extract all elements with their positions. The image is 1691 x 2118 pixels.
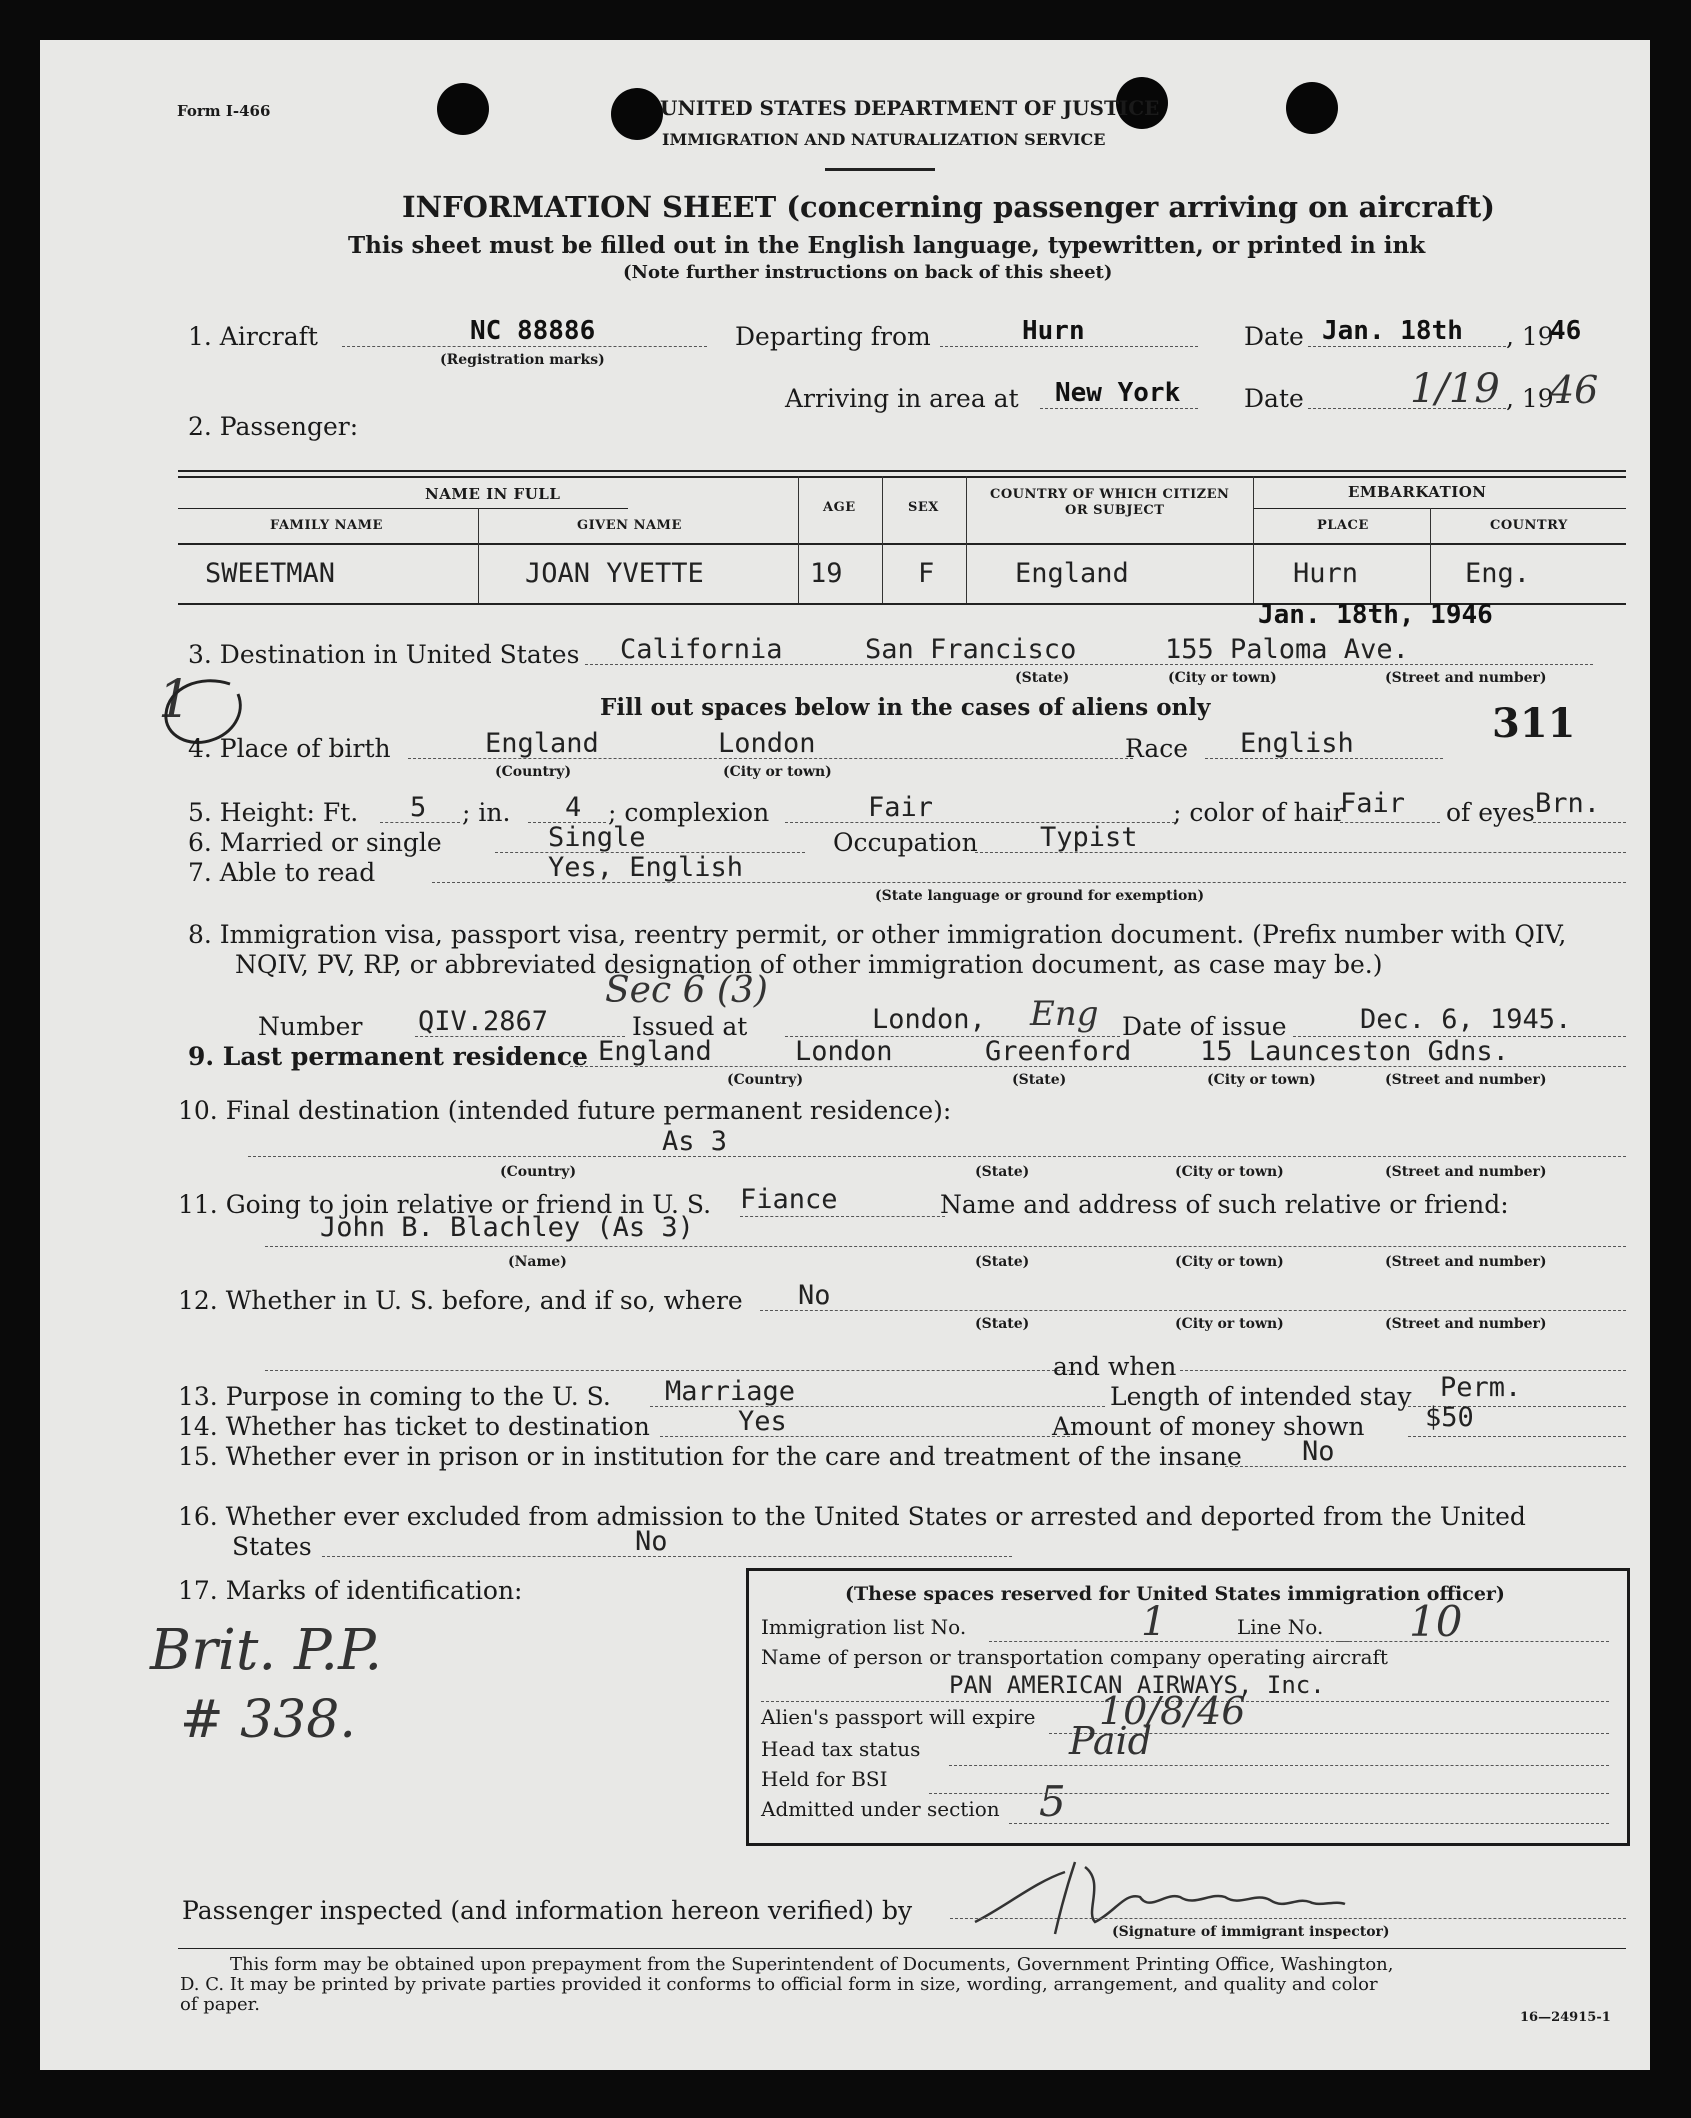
last-residence-city: Greenford: [985, 1036, 1132, 1067]
us-before-caption-city: (City or town): [1175, 1316, 1284, 1332]
last-residence-caption-street: (Street and number): [1385, 1072, 1547, 1088]
punch-hole-icon: [1286, 82, 1338, 134]
join-relative-name: John B. Blachley (As 3): [320, 1212, 694, 1243]
th-embarkation: EMBARKATION: [1348, 483, 1487, 501]
length-of-stay-label: Length of intended stay: [1110, 1382, 1412, 1411]
last-residence-country: England: [598, 1036, 712, 1067]
destination-street: 155 Paloma Ave.: [1165, 634, 1409, 665]
join-relative-caption-city: (City or town): [1175, 1254, 1284, 1270]
marks-handwritten-line2: # 338.: [180, 1690, 356, 1750]
issued-at-handwritten: Eng: [1030, 994, 1099, 1034]
join-relative-label: 11. Going to join relative or friend in U. S.: [178, 1190, 712, 1219]
read-value: Yes, English: [548, 852, 744, 883]
destination-caption-city: (City or town): [1168, 670, 1277, 686]
eyes-label: of eyes: [1446, 798, 1535, 827]
head-tax-value: Paid: [1069, 1719, 1152, 1763]
cell-sex: F: [918, 558, 935, 589]
punch-hole-icon: [437, 83, 489, 135]
cell-country: England: [1015, 558, 1129, 589]
passport-expire-value: 10/8/46: [1099, 1689, 1246, 1733]
arrival-year-value: 46: [1550, 368, 1599, 412]
department-title: UNITED STATES DEPARTMENT OF JUSTICE: [660, 96, 1160, 120]
destination-city: San Francisco: [865, 634, 1077, 665]
footer-line1: This form may be obtained upon prepayment from the Superintendent of Documents, Government Printing Office, Washington,: [230, 1954, 1394, 1975]
last-residence-caption-city: (City or town): [1207, 1072, 1316, 1088]
form-number: Form I-466: [177, 102, 271, 120]
destination-caption-state: (State): [1015, 670, 1070, 686]
final-destination-caption-street: (Street and number): [1385, 1164, 1547, 1180]
document-text-line1: 8. Immigration visa, passport visa, reentry permit, or other immigration document. (Prefix number with QIV,: [188, 920, 1567, 949]
aircraft-value: NC 88886: [470, 316, 596, 346]
last-residence-state: London: [795, 1036, 893, 1067]
departure-date-value: Jan. 18th: [1322, 316, 1463, 346]
purpose-value: Marriage: [665, 1376, 796, 1407]
punch-hole-icon: [611, 88, 663, 140]
final-destination-caption-state: (State): [975, 1164, 1030, 1180]
th-sex: SEX: [908, 500, 939, 515]
birth-country: England: [485, 728, 599, 759]
us-before-value: No: [798, 1280, 831, 1311]
officer-box: [746, 1568, 1630, 1846]
join-relative-value: Fiance: [740, 1184, 838, 1215]
document-text-line2: NQIV, PV, RP, or abbreviated designation of other immigration document, as case may be.): [235, 950, 1383, 979]
issued-at-label: Issued at: [632, 1012, 748, 1041]
document-number-label: Number: [258, 1012, 363, 1041]
birth-city: London: [718, 728, 816, 759]
height-label: 5. Height: Ft.: [188, 798, 359, 827]
th-given-name: GIVEN NAME: [577, 518, 682, 533]
th-place: PLACE: [1317, 518, 1369, 533]
signature-caption: (Signature of immigrant inspector): [1112, 1924, 1390, 1940]
stamp-number: 311: [1492, 700, 1576, 747]
destination-state: California: [620, 634, 783, 665]
th-country-subject: OR SUBJECT: [1065, 503, 1165, 518]
operator-label: Name of person or transportation company operating aircraft: [761, 1645, 1388, 1669]
aliens-only-heading: Fill out spaces below in the cases of aliens only: [600, 694, 1211, 721]
occupation-label: Occupation: [833, 828, 978, 857]
departing-value: Hurn: [1022, 316, 1085, 346]
th-country: COUNTRY: [1490, 518, 1568, 533]
hair-label: ; color of hair: [1173, 798, 1345, 827]
excluded-label-line1: 16. Whether ever excluded from admission to the United States or arrested and deported from the United: [178, 1502, 1526, 1531]
us-before-caption-street: (Street and number): [1385, 1316, 1547, 1332]
line-no-label: Line No.: [1237, 1615, 1324, 1639]
cell-given-name: JOAN YVETTE: [525, 558, 704, 589]
line-no-value: 10: [1409, 1597, 1463, 1646]
th-age: AGE: [823, 500, 856, 515]
occupation-value: Typist: [1040, 822, 1138, 853]
height-ft: 5: [410, 792, 427, 823]
officer-box-title: (These spaces reserved for United States immigration officer): [845, 1583, 1505, 1605]
ticket-label: 14. Whether has ticket to destination: [178, 1412, 650, 1441]
cell-embark-country: Eng.: [1465, 558, 1531, 589]
race-label: Race: [1125, 734, 1189, 763]
complexion-value: Fair: [868, 792, 934, 823]
final-destination-label: 10. Final destination (intended future permanent residence):: [178, 1096, 952, 1125]
date-of-issue-value: Dec. 6, 1945.: [1360, 1004, 1572, 1035]
th-country-citizen: COUNTRY OF WHICH CITIZEN: [990, 487, 1230, 502]
height-in: 4: [565, 792, 582, 823]
destination-caption-street: (Street and number): [1385, 670, 1547, 686]
date-of-issue-label: Date of issue: [1122, 1012, 1287, 1041]
aircraft-label: 1. Aircraft: [188, 322, 318, 351]
document-page: [40, 40, 1650, 2070]
document-handwritten-note: Sec 6 (3): [605, 970, 768, 1011]
length-of-stay-value: Perm.: [1440, 1372, 1522, 1403]
last-residence-caption-state: (State): [1012, 1072, 1067, 1088]
height-in-label: ; in.: [462, 798, 511, 827]
aircraft-caption: (Registration marks): [440, 352, 605, 368]
held-bsi-label: Held for BSI: [761, 1767, 888, 1791]
hair-value: Fair: [1340, 788, 1406, 819]
arrival-year-prefix: , 19: [1506, 384, 1554, 413]
read-caption: (State language or ground for exemption): [875, 888, 1205, 904]
last-residence-street: 15 Launceston Gdns.: [1200, 1036, 1509, 1067]
final-destination-caption-country: (Country): [500, 1164, 577, 1180]
immigration-list-label: Immigration list No.: [761, 1615, 967, 1639]
footer-line2: D. C. It may be printed by private parties provided it conforms to official form in size, wording, arrangement, and quality and color: [180, 1974, 1378, 1995]
instructions-note: (Note further instructions on back of this sheet): [623, 262, 1113, 283]
operator-value: PAN AMERICAN AIRWAYS, Inc.: [949, 1671, 1325, 1699]
service-title: IMMIGRATION AND NATURALIZATION SERVICE: [662, 130, 1106, 149]
final-destination-value: As 3: [662, 1126, 728, 1157]
departing-label: Departing from: [735, 322, 931, 351]
destination-label: 3. Destination in United States: [188, 640, 580, 669]
cell-family-name: SWEETMAN: [205, 558, 336, 589]
money-value: $50: [1425, 1402, 1474, 1433]
passenger-label: 2. Passenger:: [188, 412, 359, 441]
complexion-label: ; complexion: [608, 798, 770, 827]
last-residence-label: 9. Last permanent residence: [188, 1042, 588, 1071]
excluded-label-line2: States: [232, 1532, 312, 1561]
us-before-label: 12. Whether in U. S. before, and if so, where: [178, 1286, 743, 1315]
married-label: 6. Married or single: [188, 828, 442, 857]
immigration-list-value: 1: [1141, 1599, 1167, 1645]
page-title: INFORMATION SHEET (concerning passenger arriving on aircraft): [402, 190, 1496, 224]
footer-line3: of paper.: [180, 1994, 260, 2015]
arriving-value: New York: [1055, 378, 1181, 408]
prison-label: 15. Whether ever in prison or in institution for the care and treatment of the insane: [178, 1442, 1242, 1471]
departure-year-prefix: , 19: [1506, 322, 1554, 351]
married-value: Single: [548, 822, 646, 853]
read-label: 7. Able to read: [188, 858, 376, 887]
typed-date-note: Jan. 18th, 1946: [1258, 600, 1493, 630]
arrival-date-label: Date: [1244, 384, 1304, 413]
and-when-label: and when: [1053, 1352, 1177, 1381]
handwritten-circled-mark: 1: [158, 670, 192, 730]
birth-caption-country: (Country): [495, 764, 572, 780]
marks-label: 17. Marks of identification:: [178, 1576, 523, 1605]
join-relative-caption-name: (Name): [508, 1254, 567, 1270]
departure-date-label: Date: [1244, 322, 1304, 351]
arrival-date-value: 1/19: [1410, 366, 1500, 412]
admitted-section-label: Admitted under section: [761, 1797, 1000, 1821]
final-destination-caption-city: (City or town): [1175, 1164, 1284, 1180]
money-label: Amount of money shown: [1052, 1412, 1365, 1441]
last-residence-caption-country: (Country): [727, 1072, 804, 1088]
ticket-value: Yes: [738, 1406, 787, 1437]
footer-code: 16—24915-1: [1520, 2010, 1611, 2025]
admitted-section-value: 5: [1039, 1777, 1066, 1826]
cell-age: 19: [810, 558, 843, 589]
marks-handwritten-line1: Brit. P.P.: [150, 1618, 383, 1683]
join-relative-caption-state: (State): [975, 1254, 1030, 1270]
instructions: This sheet must be filled out in the English language, typewritten, or printed in ink: [348, 232, 1426, 259]
race-value: English: [1240, 728, 1354, 759]
birth-caption-city: (City or town): [723, 764, 832, 780]
purpose-label: 13. Purpose in coming to the U. S.: [178, 1382, 611, 1411]
excluded-value: No: [635, 1526, 668, 1557]
eyes-value: Brn.: [1535, 788, 1601, 819]
issued-at-value: London,: [872, 1004, 986, 1035]
birth-label: 4. Place of birth: [188, 734, 391, 763]
cell-embark-place: Hurn: [1293, 558, 1359, 589]
departure-year-value: 46: [1550, 316, 1582, 346]
join-relative-name-label: Name and address of such relative or friend:: [940, 1190, 1509, 1219]
th-family-name: FAMILY NAME: [270, 518, 383, 533]
document-number-value: QIV.2867: [418, 1006, 549, 1037]
th-name-in-full: NAME IN FULL: [425, 485, 561, 503]
head-tax-label: Head tax status: [761, 1737, 921, 1761]
join-relative-caption-street: (Street and number): [1385, 1254, 1547, 1270]
passport-expire-label: Alien's passport will expire: [761, 1705, 1036, 1729]
inspected-label: Passenger inspected (and information hereon verified) by: [182, 1896, 913, 1925]
us-before-caption-state: (State): [975, 1316, 1030, 1332]
prison-value: No: [1302, 1436, 1335, 1467]
arriving-label: Arriving in area at: [785, 384, 1019, 413]
